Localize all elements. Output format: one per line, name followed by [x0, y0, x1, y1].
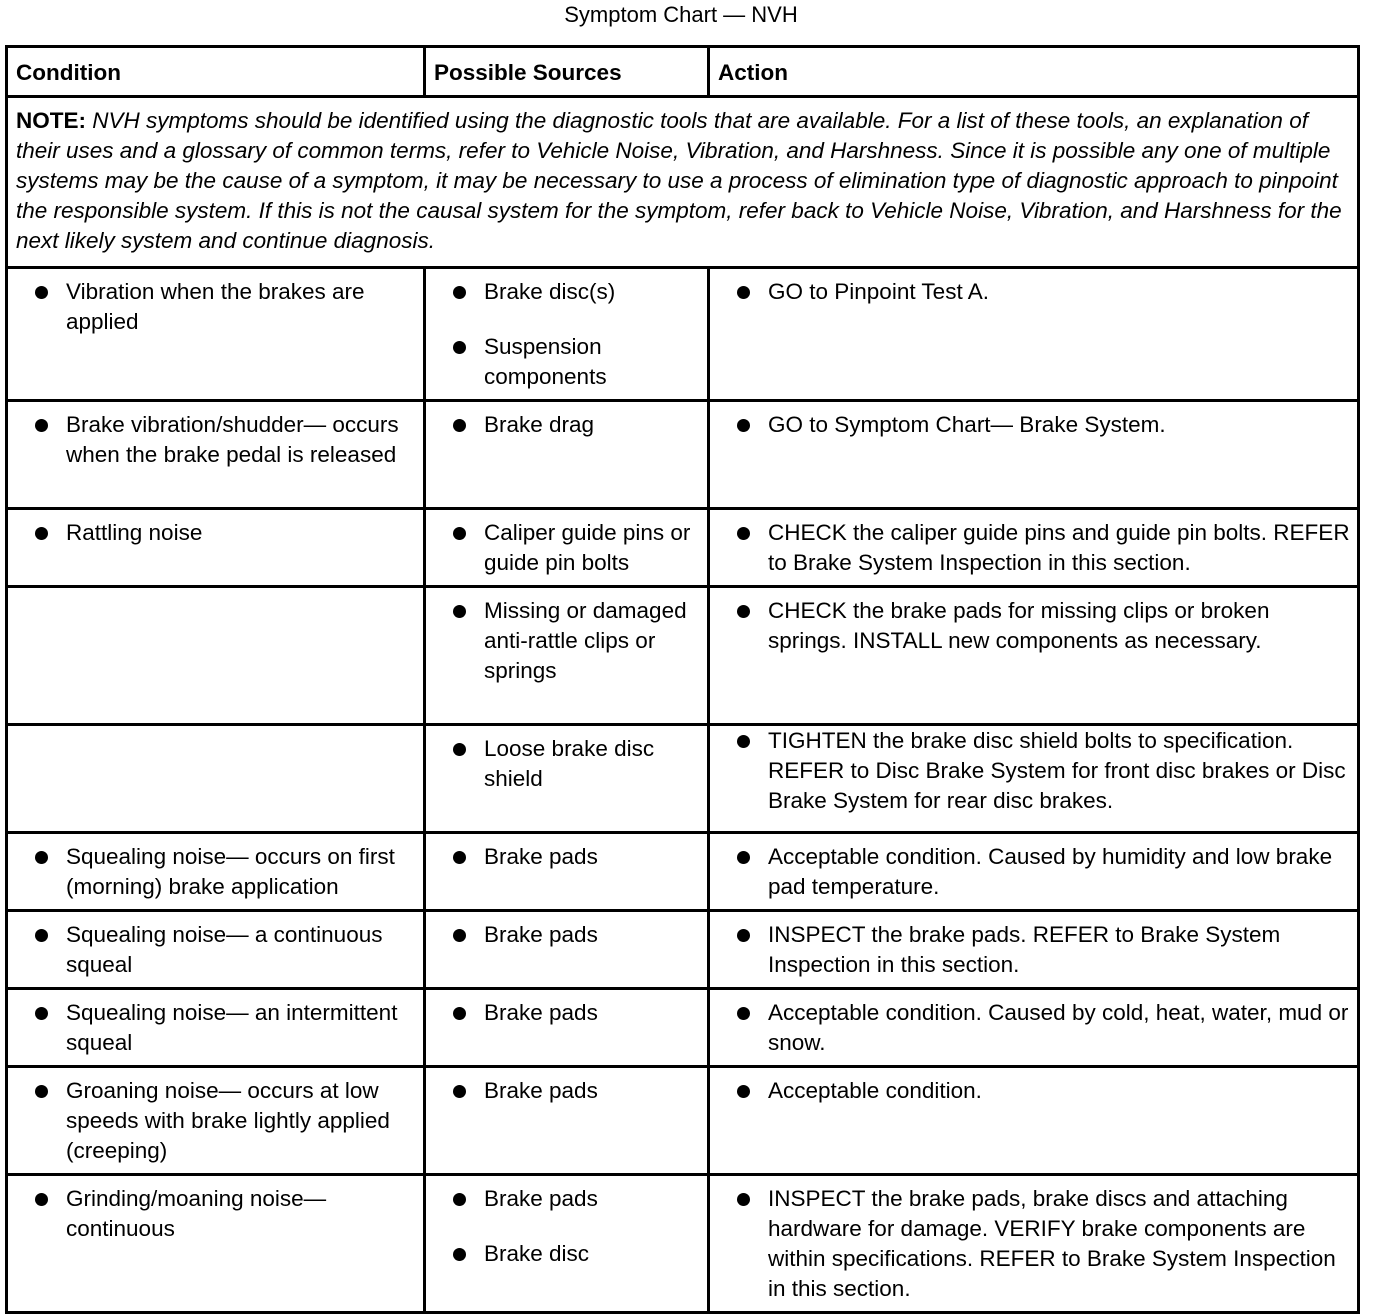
action-cell	[709, 989, 1359, 1067]
action-item: TIGHTEN the brake disc shield bolts to specification. REFER to Disc Brake System for front disc brakes or Disc Brake System for rear disc brakes.	[710, 726, 1351, 816]
source-item: Brake pads	[426, 1076, 701, 1106]
action-item: CHECK the brake pads for missing clips or broken springs. INSTALL new components as necessary.	[710, 596, 1351, 656]
table-row	[7, 989, 1359, 1067]
action-cell	[709, 509, 1359, 587]
table-row	[7, 401, 1359, 509]
action-cell	[709, 1067, 1359, 1175]
source-item: Brake pads	[426, 920, 701, 950]
source-item: Brake pads	[426, 998, 701, 1028]
action-item: GO to Pinpoint Test A.	[710, 277, 1351, 307]
sources-cell	[425, 1175, 709, 1313]
note-cell	[7, 97, 1359, 268]
sources-cell	[425, 833, 709, 911]
table-row	[7, 911, 1359, 989]
condition-cell	[7, 911, 425, 989]
action-cell	[709, 725, 1359, 833]
condition-cell	[7, 268, 425, 401]
condition-item: Squealing noise— occurs on first (morning) brake application	[8, 842, 417, 902]
source-item: Brake disc(s)	[426, 277, 701, 307]
condition-item: Squealing noise— a continuous squeal	[8, 920, 417, 980]
action-cell	[709, 911, 1359, 989]
header-possible-sources: Possible Sources	[425, 47, 709, 97]
action-item: CHECK the caliper guide pins and guide pin bolts. REFER to Brake System Inspection in this section.	[710, 518, 1351, 578]
action-cell	[709, 833, 1359, 911]
action-cell	[709, 401, 1359, 509]
source-item: Loose brake disc shield	[426, 734, 701, 794]
condition-cell	[7, 587, 425, 725]
action-cell	[709, 587, 1359, 725]
source-item: Brake pads	[426, 842, 701, 872]
table-row	[7, 1067, 1359, 1175]
sources-cell	[425, 1067, 709, 1175]
condition-item: Brake vibration/shudder— occurs when the brake pedal is released	[8, 410, 417, 470]
action-item: Acceptable condition.	[710, 1076, 1351, 1106]
condition-item: Squealing noise— an intermittent squeal	[8, 998, 417, 1058]
symptom-chart-table	[5, 45, 1360, 1314]
note-label: NOTE:	[16, 108, 86, 133]
source-item: Brake pads	[426, 1184, 701, 1214]
action-cell	[709, 268, 1359, 401]
condition-item: Vibration when the brakes are applied	[8, 277, 417, 337]
action-item: INSPECT the brake pads, brake discs and attaching hardware for damage. VERIFY brake components are within specifications. REFER to Brake System Inspection in this section.	[710, 1184, 1351, 1304]
table-row	[7, 725, 1359, 833]
sources-cell	[425, 268, 709, 401]
sources-cell	[425, 587, 709, 725]
table-row	[7, 509, 1359, 587]
condition-item: Grinding/moaning noise— continuous	[8, 1184, 417, 1244]
action-item: GO to Symptom Chart— Brake System.	[710, 410, 1351, 440]
condition-cell	[7, 401, 425, 509]
sources-cell	[425, 401, 709, 509]
condition-item: Groaning noise— occurs at low speeds with brake lightly applied (creeping)	[8, 1076, 417, 1166]
source-item: Suspension components	[426, 332, 701, 392]
condition-cell	[7, 1067, 425, 1175]
condition-cell	[7, 725, 425, 833]
note-text: NVH symptoms should be identified using the diagnostic tools that are available. For a list of these tools, an explanation of their uses and a glossary of common terms, refer to Vehicle Noise, Vibration, and Harshness. Since it is possible any one of multiple systems may be the cause of a symptom, it may be necessary to use a process of elimination type of diagnostic approach to pinpoint the responsible system. If this is not the causal system for the symptom, refer back to Vehicle Noise, Vibration, and Harshness for the next likely system and continue diagnosis.	[16, 108, 1342, 253]
source-item: Brake disc	[426, 1239, 701, 1269]
source-item: Missing or damaged anti-rattle clips or springs	[426, 596, 701, 686]
sources-cell	[425, 989, 709, 1067]
action-cell	[709, 1175, 1359, 1313]
sources-cell	[425, 509, 709, 587]
action-item: Acceptable condition. Caused by humidity and low brake pad temperature.	[710, 842, 1351, 902]
action-item: Acceptable condition. Caused by cold, heat, water, mud or snow.	[710, 998, 1351, 1058]
condition-cell	[7, 509, 425, 587]
action-item: INSPECT the brake pads. REFER to Brake System Inspection in this section.	[710, 920, 1351, 980]
source-item: Caliper guide pins or guide pin bolts	[426, 518, 701, 578]
sources-cell	[425, 911, 709, 989]
condition-item: Rattling noise	[8, 518, 417, 548]
condition-cell	[7, 833, 425, 911]
header-action: Action	[709, 47, 1359, 97]
condition-cell	[7, 1175, 425, 1313]
table-row	[7, 833, 1359, 911]
table-row	[7, 587, 1359, 725]
header-row	[7, 47, 1359, 97]
page-title: Symptom Chart — NVH	[564, 2, 798, 27]
header-condition: Condition	[7, 47, 425, 97]
note-row	[7, 97, 1359, 268]
table-row	[7, 1175, 1359, 1313]
source-item: Brake drag	[426, 410, 701, 440]
condition-cell	[7, 989, 425, 1067]
sources-cell	[425, 725, 709, 833]
table-row	[7, 268, 1359, 401]
